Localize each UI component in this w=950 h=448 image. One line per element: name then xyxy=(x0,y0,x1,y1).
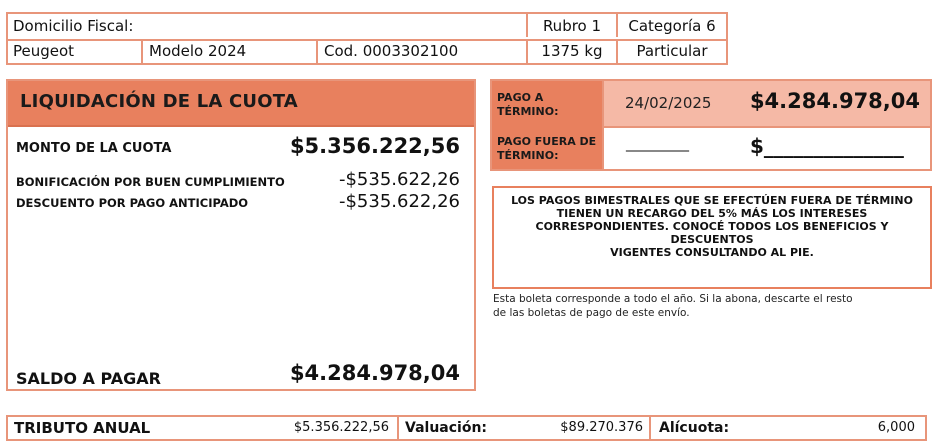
liquidacion-panel xyxy=(6,79,476,391)
tributo-cell xyxy=(8,417,399,439)
boleta-note-line-2: de las boletas de pago de este envío. xyxy=(493,307,690,319)
liquidacion-title: LIQUIDACIÓN DE LA CUOTA xyxy=(20,91,298,112)
notice-text xyxy=(500,194,924,259)
valuacion-value: $89.270.376 xyxy=(560,420,643,435)
pago-fuera-label xyxy=(492,126,604,169)
tributo-value: $5.356.222,56 xyxy=(293,420,389,435)
alicuota-cell xyxy=(651,417,925,439)
valuacion-label: Valuación: xyxy=(405,420,488,436)
monto-cuota-label: MONTO DE LA CUOTA xyxy=(16,141,172,156)
pago-fuera-monto-blank: $______________ xyxy=(750,134,904,158)
pago-termino-label-line2: TÉRMINO: xyxy=(497,105,559,118)
domicilio-fiscal-label: Domicilio Fiscal: xyxy=(8,14,528,37)
notice-line-3: CORRESPONDIENTES. CONOCÉ TODOS LOS BENEFICIOS Y DESCUENTOS xyxy=(535,220,889,246)
boleta-note-line-1: Esta boleta corresponde a todo el año. Si la abona, descarte el resto xyxy=(493,293,853,305)
valuacion-cell xyxy=(399,417,651,439)
vehicle-use: Particular xyxy=(636,42,708,60)
vehicle-info-row-2 xyxy=(8,39,726,63)
pago-termino-fecha: 24/02/2025 xyxy=(625,94,712,112)
pago-fuera-label-line2: TÉRMINO: xyxy=(497,149,559,162)
saldo-value: $4.284.978,04 xyxy=(289,361,460,385)
vehicle-info-row-1 xyxy=(8,14,726,41)
vehicle-brand: Peugeot xyxy=(8,39,143,63)
pago-fuera-fecha-blank: _________ xyxy=(626,136,689,152)
notice-line-4: VIGENTES CONSULTANDO AL PIE. xyxy=(610,246,814,259)
notice-line-2: TIENEN UN RECARGO DEL 5% MÁS LOS INTERESES xyxy=(556,207,868,220)
rubro-cell: Rubro 1 xyxy=(528,14,618,37)
descuento-value: -$535.622,26 xyxy=(338,191,460,212)
vehicle-code: Cod. 0003302100 xyxy=(318,39,528,63)
bonificacion-value: -$535.622,26 xyxy=(338,169,460,190)
saldo-label: SALDO A PAGAR xyxy=(16,369,161,388)
notice-line-1: LOS PAGOS BIMESTRALES QUE SE EFECTÚEN FUERA DE TÉRMINO xyxy=(511,194,913,207)
notice-box xyxy=(492,186,932,289)
pago-fuera-row xyxy=(492,126,930,169)
pago-termino-label-line1: PAGO A xyxy=(497,91,544,104)
payment-table xyxy=(490,79,932,171)
alicuota-value: 6,000 xyxy=(877,420,915,435)
pago-fuera-label-line1: PAGO FUERA DE xyxy=(497,135,597,148)
categoria-cell: Categoría 6 xyxy=(628,17,716,35)
vehicle-weight: 1375 kg xyxy=(528,39,618,63)
monto-cuota-value: $5.356.222,56 xyxy=(289,134,460,158)
tributo-label: TRIBUTO ANUAL xyxy=(14,419,151,437)
bonificacion-label: BONIFICACIÓN POR BUEN CUMPLIMIENTO xyxy=(16,175,285,189)
vehicle-model: Modelo 2024 xyxy=(143,39,318,63)
alicuota-label: Alícuota: xyxy=(659,420,730,436)
pago-termino-row xyxy=(492,81,930,128)
descuento-label: DESCUENTO POR PAGO ANTICIPADO xyxy=(16,196,249,210)
boleta-note xyxy=(493,292,933,320)
pago-termino-monto: $4.284.978,04 xyxy=(749,89,920,113)
liquidacion-header xyxy=(8,81,474,127)
vehicle-info-table xyxy=(6,12,728,65)
pago-termino-label xyxy=(492,81,604,126)
tributo-table xyxy=(6,415,927,441)
